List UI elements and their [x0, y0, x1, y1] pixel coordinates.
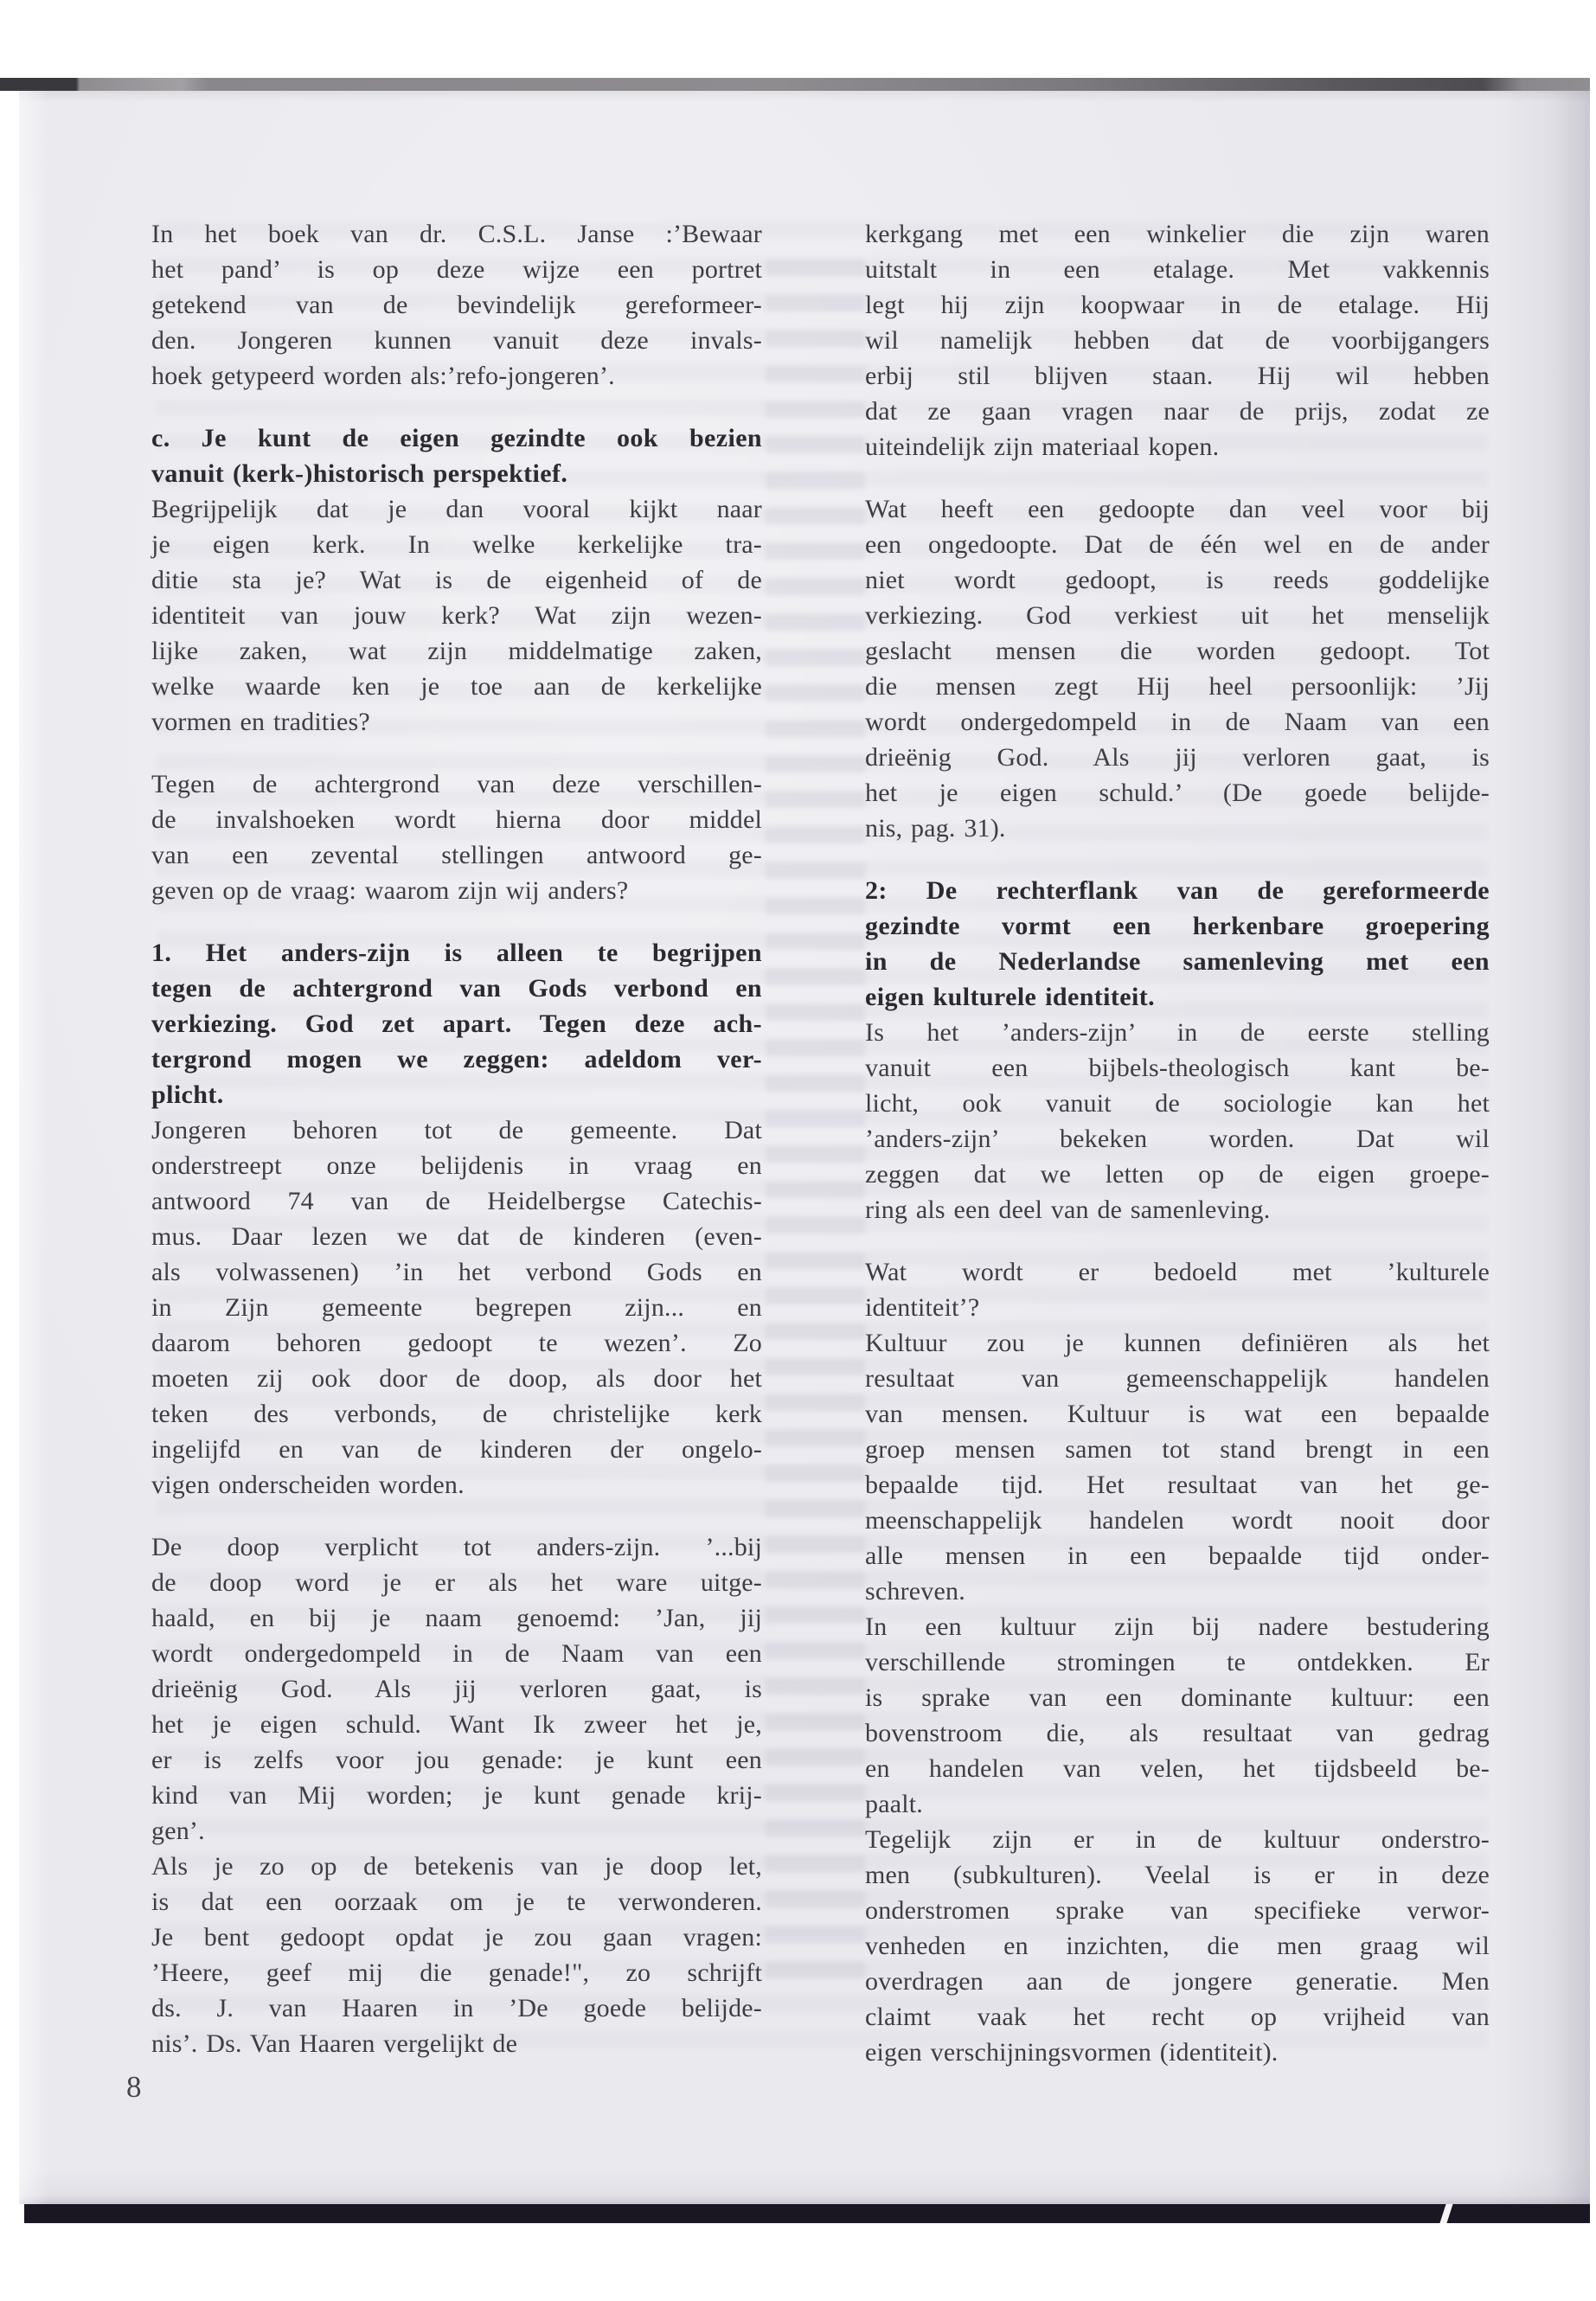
text-line: uitstalt in een etalage. Met vakkennis [865, 255, 1490, 284]
text-line: nis, pag. 31). [865, 814, 1006, 843]
text-line: Wat wordt er bedoeld met ’kulturele [865, 1258, 1490, 1286]
text-line: vigen onderscheiden worden. [151, 1471, 465, 1499]
text-line: het je eigen schuld. Want Ik zweer het je, [151, 1710, 762, 1739]
text-column-right [865, 216, 1490, 2070]
text-line: drieënig God. Als jij verloren gaat, is [865, 743, 1490, 772]
text-line: haald, en bij je naam genoemd: ’Jan, jij [151, 1604, 762, 1632]
text-line: drieënig God. Als jij verloren gaat, is [151, 1675, 762, 1703]
text-line: als volwassenen) ’in het verbond Gods en [151, 1258, 762, 1286]
text-line: Als je zo op de betekenis van je doop let, [151, 1852, 762, 1881]
text-line: welke waarde ken je toe aan de kerkelijke [151, 672, 762, 701]
text-line: venheden en inzichten, die men graag wil [865, 1932, 1490, 1960]
paragraph-block [151, 491, 762, 740]
text-line: lijke zaken, wat zijn middelmatige zaken, [151, 637, 762, 665]
text-line: niet wordt gedoopt, is reeds goddelijke [865, 566, 1490, 594]
text-line: Wat heeft een gedoopte dan veel voor bij [865, 495, 1490, 523]
paragraph-block [865, 1822, 1490, 2070]
text-line: tegen de achtergrond van Gods verbond en [151, 974, 762, 1003]
text-line: bepaalde tijd. Het resultaat van het ge- [865, 1471, 1490, 1499]
text-line: nis’. Ds. Van Haaren vergelijkt de [151, 2029, 518, 2058]
text-line: verkiezing. God zet apart. Tegen deze ach- [151, 1009, 762, 1038]
text-line: 1. Het anders-zijn is alleen te begrijpen [151, 939, 762, 967]
text-line: moeten zij ook door de doop, als door het [151, 1364, 762, 1393]
text-line: zeggen dat we letten op de eigen groepe- [865, 1160, 1490, 1189]
text-line: eigen verschijningsvormen (identiteit). [865, 2038, 1279, 2067]
text-line: identiteit’? [865, 1293, 980, 1322]
text-line: de invalshoeken wordt hierna door middel [151, 805, 762, 834]
text-line: is dat een oorzaak om je te verwonderen. [151, 1888, 762, 1916]
text-line: plicht. [151, 1080, 224, 1109]
text-line: van een zevental stellingen antwoord ge- [151, 841, 762, 869]
text-line: getekend van de bevindelijk gereformeer- [151, 291, 762, 319]
text-line: kind van Mij worden; je kunt genade krij- [151, 1781, 762, 1810]
text-line: hoek getypeerd worden als:’refo-jongeren’. [151, 362, 615, 390]
text-line: verkiezing. God verkiest uit het menselijk [865, 601, 1490, 630]
text-line: wordt ondergedompeld in de Naam van een [151, 1639, 762, 1668]
paragraph-block [151, 1849, 762, 2061]
text-line: den. Jongeren kunnen vanuit deze invals- [151, 326, 762, 355]
text-line: het je eigen schuld.’ (De goede belijde- [865, 779, 1490, 807]
text-line: ingelijfd en van de kinderen der ongelo- [151, 1435, 762, 1464]
text-line: je eigen kerk. In welke kerkelijke tra- [151, 530, 762, 559]
text-column-left [151, 216, 762, 2061]
text-line: overdragen aan de jongere generatie. Men [865, 1967, 1490, 1996]
text-line: men (subkulturen). Veelal is er in deze [865, 1861, 1490, 1889]
text-line: onderstromen sprake van specifieke verwor- [865, 1896, 1490, 1925]
text-line: Tegelijk zijn er in de kultuur onderstro- [865, 1825, 1490, 1854]
text-line: ds. J. van Haaren in ’De goede belijde- [151, 1994, 762, 2022]
text-line: daarom behoren gedoopt te wezen’. Zo [151, 1329, 762, 1357]
text-line: Je bent gedoopt opdat je zou gaan vragen: [151, 1923, 762, 1952]
text-line: eigen kulturele identiteit. [865, 983, 1156, 1011]
text-line: Begrijpelijk dat je dan vooral kijkt naar [151, 495, 762, 523]
text-line: ditie sta je? Wat is de eigenheid of de [151, 566, 762, 594]
heading-block [865, 873, 1490, 1015]
text-line: In het boek van dr. C.S.L. Janse :’Bewaar [151, 220, 762, 248]
text-line: uiteindelijk zijn materiaal kopen. [865, 433, 1220, 461]
text-line: legt hij zijn koopwaar in de etalage. Hij [865, 291, 1490, 319]
scan-top-edge [0, 78, 1590, 91]
paragraph-block [865, 1325, 1490, 1609]
text-line: resultaat van gemeenschappelijk handelen [865, 1364, 1490, 1393]
text-line: ’anders-zijn’ bekeken worden. Dat wil [865, 1125, 1490, 1153]
text-line: alle mensen in een bepaalde tijd onder- [865, 1541, 1490, 1570]
text-line: identiteit van jouw kerk? Wat zijn wezen- [151, 601, 762, 630]
text-line: wordt ondergedompeld in de Naam van een [865, 708, 1490, 736]
text-line: verschillende stromingen te ontdekken. Er [865, 1648, 1490, 1676]
text-line: erbij stil blijven staan. Hij wil hebben [865, 362, 1490, 390]
heading-block [151, 935, 762, 1112]
text-line: in Zijn gemeente begrepen zijn... en [151, 1293, 762, 1322]
text-line: ring als een deel van de samenleving. [865, 1195, 1271, 1224]
scan-bottom-edge [24, 2204, 1590, 2223]
text-line: schreven. [865, 1577, 965, 1606]
paragraph-block [151, 1529, 762, 1849]
text-line: licht, ook vanuit de sociologie kan het [865, 1089, 1490, 1118]
text-line: antwoord 74 van de Heidelbergse Catechis- [151, 1187, 762, 1215]
text-line: een ongedoopte. Dat de één wel en de ander [865, 530, 1490, 559]
text-line: teken des verbonds, de christelijke kerk [151, 1400, 762, 1428]
text-line: het pand’ is op deze wijze een portret [151, 255, 762, 284]
text-line: vanuit (kerk-)historisch perspektief. [151, 459, 568, 488]
text-line: van mensen. Kultuur is wat een bepaalde [865, 1400, 1490, 1428]
text-line: en handelen van velen, het tijdsbeeld be- [865, 1754, 1490, 1783]
paragraph-block [865, 1609, 1490, 1822]
text-line: groep mensen samen tot stand brengt in een [865, 1435, 1490, 1464]
paragraph-block [151, 1112, 762, 1503]
text-line: die mensen zegt Hij heel persoonlijk: ’Jij [865, 672, 1490, 701]
text-line: Tegen de achtergrond van deze verschillen- [151, 770, 762, 798]
heading-block [151, 420, 762, 491]
paragraph-block [151, 216, 762, 394]
paragraph-block [865, 1015, 1490, 1227]
text-line: Is het ’anders-zijn’ in de eerste stelling [865, 1018, 1490, 1047]
text-line: paalt. [865, 1790, 924, 1818]
text-line: kerkgang met een winkelier die zijn waren [865, 220, 1490, 248]
text-line: geven op de vraag: waarom zijn wij anders? [151, 876, 629, 905]
text-line: 2: De rechterflank van de gereformeerde [865, 876, 1490, 905]
text-line: de doop word je er als het ware uitge- [151, 1568, 762, 1597]
paragraph-block [151, 766, 762, 908]
text-line: onderstreept onze belijdenis in vraag en [151, 1151, 762, 1180]
text-line: De doop verplicht tot anders-zijn. ’...bij [151, 1533, 762, 1561]
text-line: tergrond mogen we zeggen: adeldom ver- [151, 1045, 762, 1074]
text-line: is sprake van een dominante kultuur: een [865, 1683, 1490, 1712]
text-line: gen’. [151, 1817, 205, 1845]
text-line: geslacht mensen die worden gedoopt. Tot [865, 637, 1490, 665]
text-line: wil namelijk hebben dat de voorbijgangers [865, 326, 1490, 355]
paragraph-block [865, 491, 1490, 846]
text-line: ’Heere, geef mij die genade!", zo schrijft [151, 1958, 762, 1987]
text-line: dat ze gaan vragen naar de prijs, zodat ze [865, 397, 1490, 426]
paragraph-block [865, 1254, 1490, 1325]
text-line: c. Je kunt de eigen gezindte ook bezien [151, 424, 762, 452]
text-line: in de Nederlandse samenleving met een [865, 947, 1490, 976]
text-line: gezindte vormt een herkenbare groepering [865, 912, 1490, 940]
text-line: meenschappelijk handelen wordt nooit door [865, 1506, 1490, 1535]
text-line: claimt vaak het recht op vrijheid van [865, 2003, 1490, 2031]
text-line: mus. Daar lezen we dat de kinderen (even- [151, 1222, 762, 1251]
text-line: Jongeren behoren tot de gemeente. Dat [151, 1116, 762, 1144]
text-line: Kultuur zou je kunnen definiëren als het [865, 1329, 1490, 1357]
page-number: 8 [126, 2070, 142, 2104]
text-line: In een kultuur zijn bij nadere bestudering [865, 1612, 1490, 1641]
text-line: bovenstroom die, als resultaat van gedrag [865, 1719, 1490, 1747]
paragraph-block [865, 216, 1490, 465]
text-line: vormen en tradities? [151, 708, 370, 736]
text-line: vanuit een bijbels-theologisch kant be- [865, 1054, 1490, 1082]
text-line: er is zelfs voor jou genade: je kunt een [151, 1746, 762, 1774]
